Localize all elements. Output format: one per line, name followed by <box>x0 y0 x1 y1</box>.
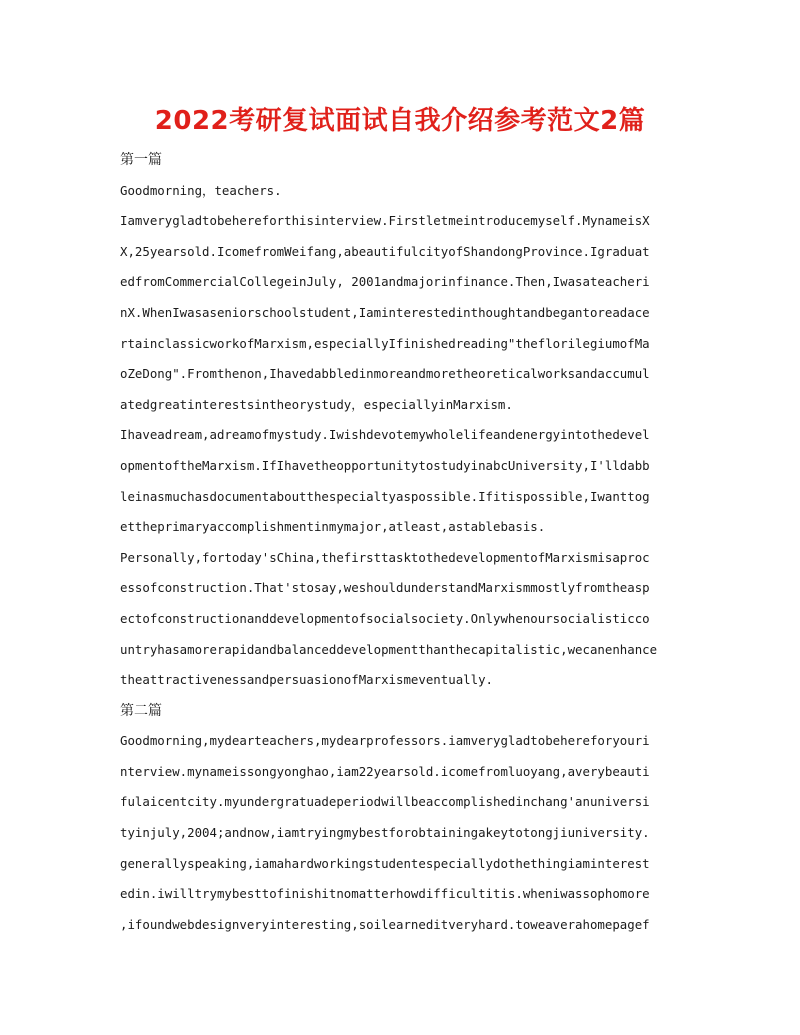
body-text-line: Goodmorning,mydearteachers,mydearprofessors.iamverygladtobehereforyouri <box>120 733 650 749</box>
body-text-line: rtainclassicworkofMarxism,especiallyIfinishedreading"theflorilegiumofMa <box>120 335 650 351</box>
body-text-line: Goodmorning，teachers. <box>120 182 282 198</box>
body-text-line: ettheprimaryaccomplishmentinmymajor,atleast,astablebasis. <box>120 519 546 535</box>
section-heading: 第二篇 <box>120 702 162 719</box>
body-text-line: Ihaveadream,adreamofmystudy.Iwishdevotemywholelifeandenergyintothedevel <box>120 427 650 443</box>
body-text-line: Iamverygladtobehereforthisinterview.Firstletmeintroducemyself.MynameisX <box>120 213 650 229</box>
body-text-line: edfromCommercialCollegeinJuly, 2001andmajorinfinance.Then,Iwasateacheri <box>120 274 650 290</box>
body-text-line: edin.iwilltrymybesttofinishitnomatterhowdifficultitis.wheniwassophomore <box>120 886 650 902</box>
body-text-line: untryhasamorerapidandbalanceddevelopmentthanthecapitalistic,wecanenhance <box>120 641 658 657</box>
body-text-line: Personally,fortoday'sChina,thefirsttasktothedevelopmentofMarxismisaproc <box>120 549 650 565</box>
body-text-line: generallyspeaking,iamahardworkingstudentespeciallydothethingiaminterest <box>120 855 650 871</box>
body-text-line: ectofconstructionanddevelopmentofsocialsociety.Onlywhenoursocialisticco <box>120 610 650 626</box>
body-text-line: nterview.mynameissongyonghao,iam22yearsold.icomefromluoyang,averybeauti <box>120 763 650 779</box>
document-body <box>120 145 680 940</box>
body-text-line: fulaicentcity.myundergratuadeperiodwillbeaccomplishedinchang'anuniversi <box>120 794 650 810</box>
body-text-line: tyinjuly,2004;andnow,iamtryingmybestforobtainingakeytotongjiuniversity. <box>120 825 650 841</box>
document-title: 2022考研复试面试自我介绍参考范文2篇 <box>154 106 646 136</box>
body-text-line: atedgreatinterestsintheorystudy，especiallyinMarxism. <box>120 396 513 412</box>
body-text-line: nX.WhenIwasaseniorschoolstudent,Iaminterestedinthoughtandbegantoreadace <box>120 304 650 320</box>
section-heading: 第一篇 <box>120 152 162 168</box>
body-text-line: theattractivenessandpersuasionofMarxismeventually. <box>120 672 493 688</box>
body-text-line: opmentoftheMarxism.IfIhavetheopportunitytostudyinabcUniversity,I'lldabb <box>120 457 650 473</box>
body-text-line: leinasmuchasdocumentaboutthespecialtyaspossible.Ifitispossible,Iwanttog <box>120 488 650 504</box>
body-text-line: essofconstruction.That'stosay,weshouldunderstandMarxismmostlyfromtheasp <box>120 580 650 596</box>
body-text-line: ,ifoundwebdesignveryinteresting,soilearneditveryhard.toweaverahomepagef <box>120 916 650 932</box>
body-text-line: oZeDong".Fromthenon,Ihavedabbledinmoreandmoretheoreticalworksandaccumul <box>120 366 650 382</box>
body-text-line: X,25yearsold.IcomefromWeifang,abeautifulcityofShandongProvince.Igraduat <box>120 243 650 259</box>
